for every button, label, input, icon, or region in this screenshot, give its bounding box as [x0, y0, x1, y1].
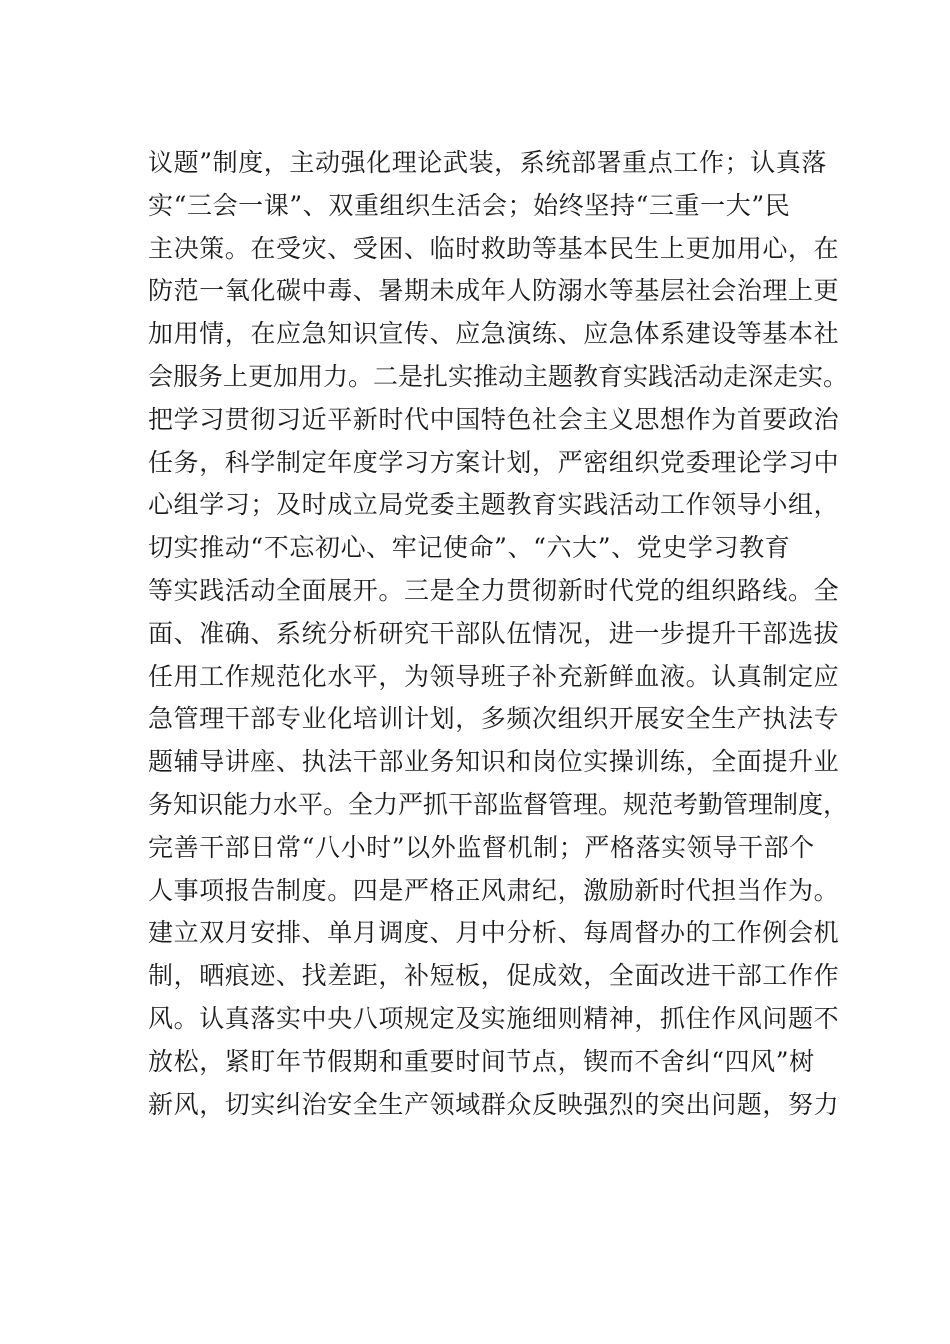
text-line: 任用工作规范化水平，为领导班子补充新鲜血液。认真制定应 — [148, 661, 840, 691]
text-line: 急管理干部专业化培训计划，多频次组织开展安全生产执法专 — [148, 704, 840, 734]
text-line: 把学习贯彻习近平新时代中国特色社会主义思想作为首要政治 — [148, 404, 840, 434]
text-line: 实“三会一课”、双重组织生活会；始终坚持“三重一大”民 — [148, 190, 791, 220]
text-line: 放松，紧盯年节假期和重要时间节点，锲而不舍纠“四风”树 — [148, 1046, 815, 1076]
text-line: 等实践活动全面展开。三是全力贯彻新时代党的组织路线。全 — [148, 575, 840, 605]
text-line: 务知识能力水平。全力严抓干部监督管理。规范考勤管理制度， — [148, 789, 849, 819]
text-line: 制，晒痕迹、找差距，补短板，促成效，全面改进干部工作作 — [148, 961, 840, 991]
text-line: 任务，科学制定年度学习方案计划，严密组织党委理论学习中 — [148, 447, 840, 477]
text-line: 风。认真落实中央八项规定及实施细则精神，抓住作风问题不 — [148, 1003, 840, 1033]
text-line: 建立双月安排、单月调度、月中分析、每周督办的工作例会机 — [148, 918, 840, 948]
text-line: 题辅导讲座、执法干部业务知识和岗位实操训练，全面提升业 — [148, 747, 840, 777]
text-line: 心组学习；及时成立局党委主题教育实践活动工作领导小组， — [148, 490, 840, 520]
text-line: 切实推动“不忘初心、牢记使命”、“六大”、党史学习教育 — [148, 533, 791, 563]
text-line: 加用情，在应急知识宣传、应急演练、应急体系建设等基本社 — [148, 319, 840, 349]
text-line: 会服务上更加用力。二是扎实推动主题教育实践活动走深走实。 — [148, 361, 849, 391]
text-line: 面、准确、系统分析研究干部队伍情况，进一步提升干部选拔 — [148, 618, 840, 648]
text-line: 完善干部日常“八小时”以外监督机制；严格落实领导干部个 — [148, 832, 815, 862]
text-line: 议题”制度，主动强化理论武装，系统部署重点工作；认真落 — [148, 148, 827, 177]
text-line: 新风，切实纠治安全生产领域群众反映强烈的突出问题，努力 — [148, 1089, 840, 1119]
text-line: 人事项报告制度。四是严格正风肃纪，激励新时代担当作为。 — [148, 875, 840, 905]
text-line: 主决策。在受灾、受困、临时救助等基本民生上更加用心，在 — [148, 233, 840, 263]
text-line: 防范一氧化碳中毒、暑期未成年人防溺水等基层社会治理上更 — [148, 276, 840, 306]
body-text — [148, 142, 848, 1126]
